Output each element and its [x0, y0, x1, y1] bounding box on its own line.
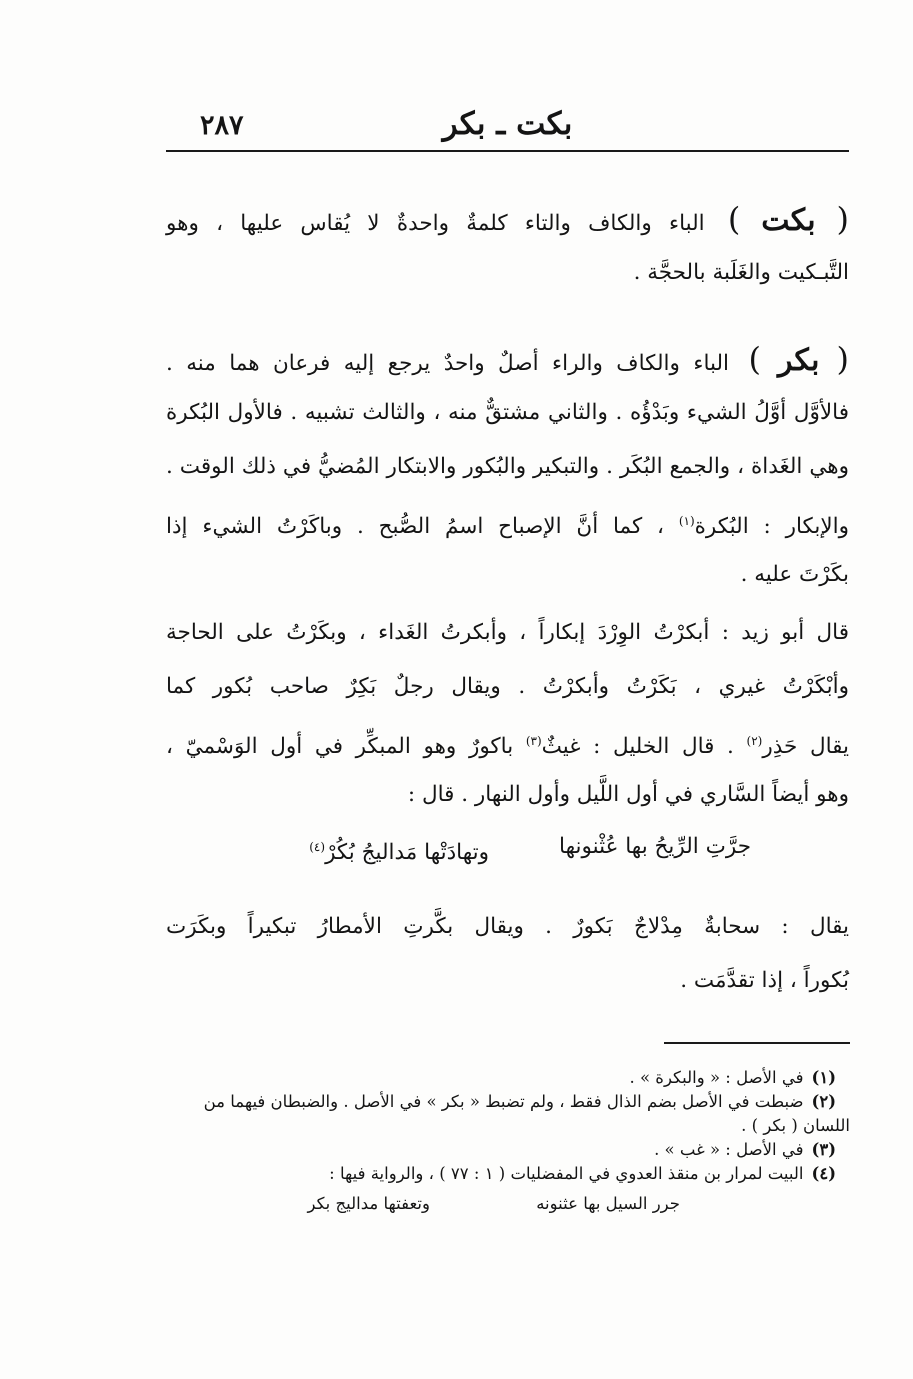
footnote: (٤)البيت لمرار بن منقذ العدوي في المفضليات ( ١ : ٧٧ ) ، والرواية فيها :: [329, 1164, 836, 1183]
footnote: (١)في الأصل : « والبكرة » .: [629, 1068, 836, 1087]
text-line: . قال الخليل : غيثٌ: [541, 734, 734, 760]
entry-line: والإبكار : البُكرة: [694, 514, 849, 540]
entry-line: بكَرْتَ عليه .: [740, 562, 849, 587]
headword: ( بكت ): [727, 200, 849, 238]
footnote-ref: (١): [678, 514, 695, 528]
header-rule: [166, 150, 849, 152]
headword: ( بكر ): [748, 340, 849, 378]
footnote: (٣)في الأصل : « غب » .: [654, 1140, 836, 1159]
entry-line: الباء والكاف والراء أصلٌ واحدٌ يرجع إليه فرعان هما منه .: [166, 351, 730, 376]
entry-line: ، كما أنَّ الإصباح اسمُ الصُّبح . وباكَرْتُ الشيء إذا: [166, 514, 664, 540]
paragraph-sahaba: [166, 900, 849, 1008]
text-line: باكورٌ وهو المبكِّر في أول الوَسْميّ ،: [166, 734, 514, 760]
text-line: قال أبو زيد : أبكرْتُ الوِرْدَ إبكاراً ، وأبكرتُ الغَداء ، وبكَرْتُ على الحاجة: [166, 620, 849, 645]
footnote-verse-hemistich-2: وتعفتها مداليج بكر: [307, 1194, 430, 1213]
footnote: (٢)ضبطت في الأصل بضم الذال فقط ، ولم تضبط « بكر » في الأصل . والضبطان فيهما من: [203, 1092, 836, 1111]
verse-hemistich-1: جرَّتِ الرِّيحُ بها عُثْنونها: [559, 834, 751, 859]
page-header: [166, 100, 849, 148]
footnote-ref: (٤): [309, 840, 326, 854]
running-title: بكت ـ بكر: [442, 106, 573, 142]
footnote-ref: (٣): [525, 734, 542, 748]
entry-bakata: [166, 192, 849, 300]
text-line: يقال : سحابةٌ مِدْلاجٌ بَكورٌ . ويقال بكَّرتِ الأمطارُ تبكيراً وبكَرَت: [166, 914, 849, 939]
text-line: بُكوراً ، إذا تقدَّمَت .: [680, 968, 849, 993]
entry-line: الباء والكاف والتاء كلمةٌ واحدةٌ لا يُقاس عليها ، وهو: [166, 211, 705, 236]
footnote-ref: (٢): [746, 734, 763, 748]
entry-line: فالأوَّل أوَّلُ الشيء وبَدْؤُه . والثاني مشتقٌّ منه ، والثالث تشبيه . فالأول البُكرة: [166, 400, 849, 425]
footnotes: [160, 1066, 850, 1218]
paragraph-abu-zayd: [166, 606, 849, 822]
footnote-continuation: اللسان ( بكر ) .: [741, 1116, 850, 1135]
page-number: ٢٨٧: [200, 110, 244, 141]
footnote-verse-hemistich-1: جرر السيل بها عثنونه: [536, 1194, 680, 1213]
text-line: يقال حَذِر: [762, 734, 849, 760]
footnote-rule: [664, 1042, 850, 1044]
entry-line: وهي الغَداة ، والجمع البُكَر . والتبكير والبُكور والابتكار المُضيُّ في ذلك الوقت .: [166, 454, 849, 479]
text-line: وهو أيضاً السَّاري في أول اللَّيل وأول النهار . قال :: [407, 782, 849, 807]
text-line: وأبْكَرْتُ غيري ، بَكَرْتُ وأبكرْتُ . ويقال رجلٌ بَكِرٌ صاحب بُكور كما: [166, 674, 849, 699]
footnote-verse: [160, 1186, 850, 1218]
entry-line: التَّبـكيت والغَلَبة بالحجَّة .: [633, 260, 849, 285]
verse-hemistich-2: وتهادَتْها مَداليجُ بُكُرْ: [325, 840, 489, 866]
entry-bakara: [166, 332, 849, 602]
